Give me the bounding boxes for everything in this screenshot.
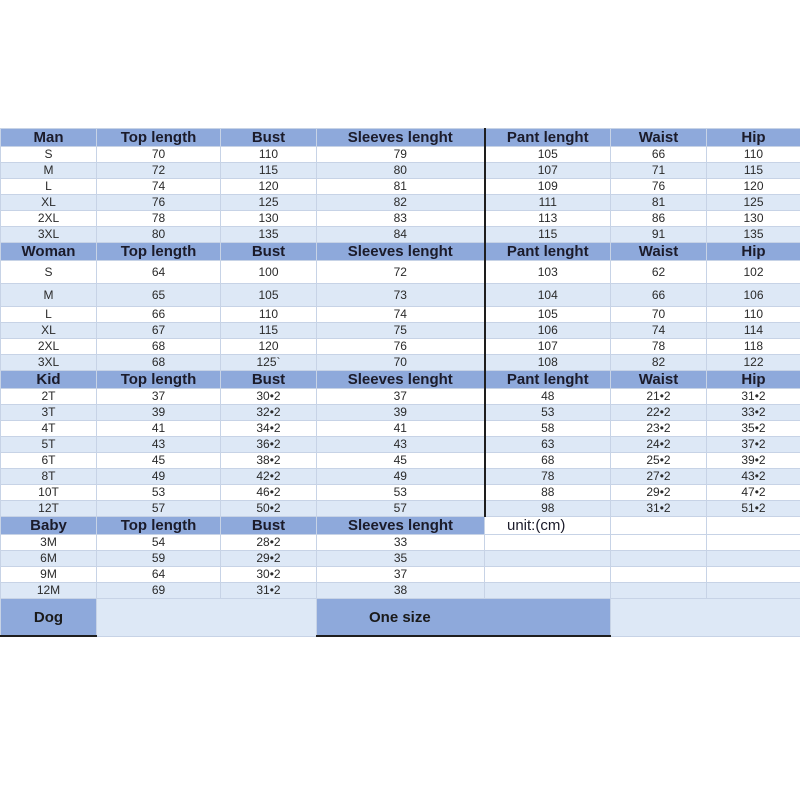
man-row xyxy=(1,195,800,211)
empty-cell xyxy=(611,517,707,535)
empty-cell xyxy=(707,551,800,567)
kid-cell: 47•2 xyxy=(707,485,800,501)
empty-cell xyxy=(485,583,611,599)
empty-cell xyxy=(485,535,611,551)
man-cell: 72 xyxy=(97,163,221,179)
kid-cell: 57 xyxy=(317,501,485,517)
man-header-cell: Hip xyxy=(707,129,800,147)
empty-cell xyxy=(707,567,800,583)
empty-cell xyxy=(707,517,800,535)
woman-cell: 76 xyxy=(317,339,485,355)
kid-cell: 29•2 xyxy=(611,485,707,501)
baby-row xyxy=(1,551,800,567)
man-cell: 120 xyxy=(707,179,800,195)
woman-header-cell: Waist xyxy=(611,243,707,261)
baby-cell: 29•2 xyxy=(221,551,317,567)
man-cell: 135 xyxy=(707,227,800,243)
kid-cell: 63 xyxy=(485,437,611,453)
man-cell: 78 xyxy=(97,211,221,227)
kid-cell: 5T xyxy=(1,437,97,453)
kid-cell: 49 xyxy=(317,469,485,485)
man-cell: 80 xyxy=(97,227,221,243)
kid-cell: 21•2 xyxy=(611,389,707,405)
man-cell: L xyxy=(1,179,97,195)
man-cell: 91 xyxy=(611,227,707,243)
woman-cell: 104 xyxy=(485,284,611,307)
woman-header-cell: Sleeves lenght xyxy=(317,243,485,261)
baby-cell: 59 xyxy=(97,551,221,567)
man-cell: 86 xyxy=(611,211,707,227)
baby-cell: 37 xyxy=(317,567,485,583)
woman-cell: 105 xyxy=(221,284,317,307)
woman-cell: 65 xyxy=(97,284,221,307)
man-cell: 76 xyxy=(97,195,221,211)
woman-row xyxy=(1,261,800,284)
woman-cell: 110 xyxy=(707,307,800,323)
woman-cell: 3XL xyxy=(1,355,97,371)
kid-cell: 41 xyxy=(317,421,485,437)
man-cell: 115 xyxy=(707,163,800,179)
baby-header-cell: Baby xyxy=(1,517,97,535)
woman-header-cell: Hip xyxy=(707,243,800,261)
kid-header-cell: Sleeves lenght xyxy=(317,371,485,389)
woman-row xyxy=(1,284,800,307)
baby-cell: 3M xyxy=(1,535,97,551)
kid-cell: 30•2 xyxy=(221,389,317,405)
size-chart-table xyxy=(0,128,800,637)
kid-cell: 37 xyxy=(97,389,221,405)
woman-cell: 2XL xyxy=(1,339,97,355)
kid-row xyxy=(1,389,800,405)
woman-cell: 102 xyxy=(707,261,800,284)
woman-cell: 75 xyxy=(317,323,485,339)
woman-row xyxy=(1,307,800,323)
man-cell: 74 xyxy=(97,179,221,195)
dog-empty-cell xyxy=(611,599,800,637)
woman-cell: 118 xyxy=(707,339,800,355)
woman-cell: 74 xyxy=(317,307,485,323)
kid-cell: 35•2 xyxy=(707,421,800,437)
empty-cell xyxy=(611,583,707,599)
man-row xyxy=(1,163,800,179)
woman-cell: 78 xyxy=(611,339,707,355)
woman-cell: XL xyxy=(1,323,97,339)
woman-cell: 72 xyxy=(317,261,485,284)
baby-cell: 69 xyxy=(97,583,221,599)
kid-cell: 43 xyxy=(97,437,221,453)
kid-cell: 43 xyxy=(317,437,485,453)
man-cell: 70 xyxy=(97,147,221,163)
woman-cell: 108 xyxy=(485,355,611,371)
woman-cell: 106 xyxy=(485,323,611,339)
man-cell: 125 xyxy=(707,195,800,211)
baby-row xyxy=(1,535,800,551)
kid-cell: 57 xyxy=(97,501,221,517)
man-cell: 81 xyxy=(611,195,707,211)
baby-cell: 33 xyxy=(317,535,485,551)
man-cell: 130 xyxy=(221,211,317,227)
kid-header-cell: Pant lenght xyxy=(485,371,611,389)
empty-cell xyxy=(611,535,707,551)
kid-cell: 38•2 xyxy=(221,453,317,469)
man-header-row xyxy=(1,129,800,147)
man-cell: 110 xyxy=(221,147,317,163)
woman-cell: 64 xyxy=(97,261,221,284)
woman-cell: 67 xyxy=(97,323,221,339)
kid-cell: 49 xyxy=(97,469,221,485)
empty-cell xyxy=(707,535,800,551)
man-cell: 3XL xyxy=(1,227,97,243)
empty-cell xyxy=(707,583,800,599)
woman-cell: 110 xyxy=(221,307,317,323)
man-cell: XL xyxy=(1,195,97,211)
baby-header-cell: Sleeves lenght xyxy=(317,517,485,535)
kid-cell: 32•2 xyxy=(221,405,317,421)
woman-cell: 73 xyxy=(317,284,485,307)
kid-row xyxy=(1,453,800,469)
woman-cell: 125` xyxy=(221,355,317,371)
woman-header-cell: Woman xyxy=(1,243,97,261)
woman-cell: 115 xyxy=(221,323,317,339)
kid-header-cell: Waist xyxy=(611,371,707,389)
kid-row xyxy=(1,501,800,517)
man-row xyxy=(1,211,800,227)
kid-cell: 12T xyxy=(1,501,97,517)
man-cell: 109 xyxy=(485,179,611,195)
man-cell: 2XL xyxy=(1,211,97,227)
man-header-cell: Top length xyxy=(97,129,221,147)
kid-cell: 10T xyxy=(1,485,97,501)
baby-cell: 31•2 xyxy=(221,583,317,599)
baby-cell: 6M xyxy=(1,551,97,567)
baby-cell: 9M xyxy=(1,567,97,583)
kid-cell: 53 xyxy=(485,405,611,421)
man-cell: 83 xyxy=(317,211,485,227)
baby-cell: 12M xyxy=(1,583,97,599)
kid-cell: 37 xyxy=(317,389,485,405)
empty-cell xyxy=(485,551,611,567)
kid-cell: 45 xyxy=(97,453,221,469)
man-cell: 79 xyxy=(317,147,485,163)
kid-row xyxy=(1,469,800,485)
kid-row xyxy=(1,421,800,437)
kid-cell: 50•2 xyxy=(221,501,317,517)
man-cell: 82 xyxy=(317,195,485,211)
baby-cell: 38 xyxy=(317,583,485,599)
woman-cell: 100 xyxy=(221,261,317,284)
kid-cell: 3T xyxy=(1,405,97,421)
man-cell: 120 xyxy=(221,179,317,195)
woman-cell: 114 xyxy=(707,323,800,339)
kid-cell: 41 xyxy=(97,421,221,437)
woman-row xyxy=(1,323,800,339)
kid-cell: 27•2 xyxy=(611,469,707,485)
woman-header-cell: Pant lenght xyxy=(485,243,611,261)
dog-empty-cell xyxy=(97,599,317,637)
kid-cell: 25•2 xyxy=(611,453,707,469)
man-cell: 113 xyxy=(485,211,611,227)
kid-cell: 34•2 xyxy=(221,421,317,437)
man-cell: 130 xyxy=(707,211,800,227)
kid-cell: 48 xyxy=(485,389,611,405)
woman-row xyxy=(1,339,800,355)
baby-cell: 54 xyxy=(97,535,221,551)
kid-cell: 31•2 xyxy=(707,389,800,405)
man-cell: 80 xyxy=(317,163,485,179)
woman-cell: 105 xyxy=(485,307,611,323)
man-row xyxy=(1,227,800,243)
kid-cell: 42•2 xyxy=(221,469,317,485)
woman-cell: 70 xyxy=(317,355,485,371)
kid-cell: 4T xyxy=(1,421,97,437)
man-cell: 71 xyxy=(611,163,707,179)
man-header-cell: Bust xyxy=(221,129,317,147)
baby-header-cell: Bust xyxy=(221,517,317,535)
kid-row xyxy=(1,405,800,421)
woman-cell: 70 xyxy=(611,307,707,323)
kid-cell: 39 xyxy=(97,405,221,421)
man-cell: 135 xyxy=(221,227,317,243)
kid-header-cell: Top length xyxy=(97,371,221,389)
man-header-cell: Man xyxy=(1,129,97,147)
unit-label: unit:(cm) xyxy=(485,517,611,535)
empty-cell xyxy=(485,567,611,583)
man-header-cell: Waist xyxy=(611,129,707,147)
man-cell: 107 xyxy=(485,163,611,179)
man-cell: S xyxy=(1,147,97,163)
baby-cell: 28•2 xyxy=(221,535,317,551)
baby-header-row xyxy=(1,517,800,535)
woman-header-cell: Bust xyxy=(221,243,317,261)
kid-cell: 6T xyxy=(1,453,97,469)
woman-cell: 120 xyxy=(221,339,317,355)
baby-row xyxy=(1,583,800,599)
man-cell: 125 xyxy=(221,195,317,211)
kid-header-cell: Kid xyxy=(1,371,97,389)
kid-cell: 31•2 xyxy=(611,501,707,517)
kid-cell: 43•2 xyxy=(707,469,800,485)
kid-cell: 22•2 xyxy=(611,405,707,421)
empty-cell xyxy=(611,551,707,567)
woman-cell: L xyxy=(1,307,97,323)
man-header-cell: Pant lenght xyxy=(485,129,611,147)
woman-cell: 122 xyxy=(707,355,800,371)
woman-cell: 107 xyxy=(485,339,611,355)
kid-cell: 36•2 xyxy=(221,437,317,453)
man-row xyxy=(1,179,800,195)
woman-row xyxy=(1,355,800,371)
kid-cell: 98 xyxy=(485,501,611,517)
woman-cell: 66 xyxy=(611,284,707,307)
kid-cell: 68 xyxy=(485,453,611,469)
kid-cell: 88 xyxy=(485,485,611,501)
empty-cell xyxy=(611,567,707,583)
kid-row xyxy=(1,437,800,453)
kid-header-cell: Bust xyxy=(221,371,317,389)
woman-cell: 106 xyxy=(707,284,800,307)
baby-cell: 64 xyxy=(97,567,221,583)
woman-cell: 66 xyxy=(97,307,221,323)
woman-cell: 62 xyxy=(611,261,707,284)
woman-cell: 74 xyxy=(611,323,707,339)
kid-cell: 53 xyxy=(97,485,221,501)
kid-cell: 46•2 xyxy=(221,485,317,501)
man-cell: 115 xyxy=(221,163,317,179)
man-row xyxy=(1,147,800,163)
man-cell: M xyxy=(1,163,97,179)
kid-cell: 37•2 xyxy=(707,437,800,453)
kid-cell: 58 xyxy=(485,421,611,437)
woman-cell: M xyxy=(1,284,97,307)
kid-cell: 24•2 xyxy=(611,437,707,453)
baby-cell: 30•2 xyxy=(221,567,317,583)
kid-cell: 23•2 xyxy=(611,421,707,437)
man-cell: 110 xyxy=(707,147,800,163)
woman-cell: 68 xyxy=(97,355,221,371)
baby-cell: 35 xyxy=(317,551,485,567)
kid-cell: 53 xyxy=(317,485,485,501)
kid-row xyxy=(1,485,800,501)
kid-header-cell: Hip xyxy=(707,371,800,389)
kid-cell: 78 xyxy=(485,469,611,485)
woman-header-row xyxy=(1,243,800,261)
woman-cell: 68 xyxy=(97,339,221,355)
kid-cell: 33•2 xyxy=(707,405,800,421)
man-cell: 84 xyxy=(317,227,485,243)
man-cell: 111 xyxy=(485,195,611,211)
dog-label: Dog xyxy=(1,599,97,637)
man-cell: 76 xyxy=(611,179,707,195)
man-cell: 66 xyxy=(611,147,707,163)
woman-header-cell: Top length xyxy=(97,243,221,261)
kid-cell: 39 xyxy=(317,405,485,421)
dog-row xyxy=(1,599,800,637)
man-cell: 105 xyxy=(485,147,611,163)
kid-cell: 2T xyxy=(1,389,97,405)
baby-header-cell: Top length xyxy=(97,517,221,535)
woman-cell: S xyxy=(1,261,97,284)
kid-cell: 45 xyxy=(317,453,485,469)
dog-size: One size xyxy=(317,599,611,637)
baby-row xyxy=(1,567,800,583)
woman-cell: 103 xyxy=(485,261,611,284)
woman-cell: 82 xyxy=(611,355,707,371)
kid-cell: 39•2 xyxy=(707,453,800,469)
kid-cell: 8T xyxy=(1,469,97,485)
kid-cell: 51•2 xyxy=(707,501,800,517)
man-cell: 115 xyxy=(485,227,611,243)
kid-header-row xyxy=(1,371,800,389)
man-header-cell: Sleeves lenght xyxy=(317,129,485,147)
man-cell: 81 xyxy=(317,179,485,195)
